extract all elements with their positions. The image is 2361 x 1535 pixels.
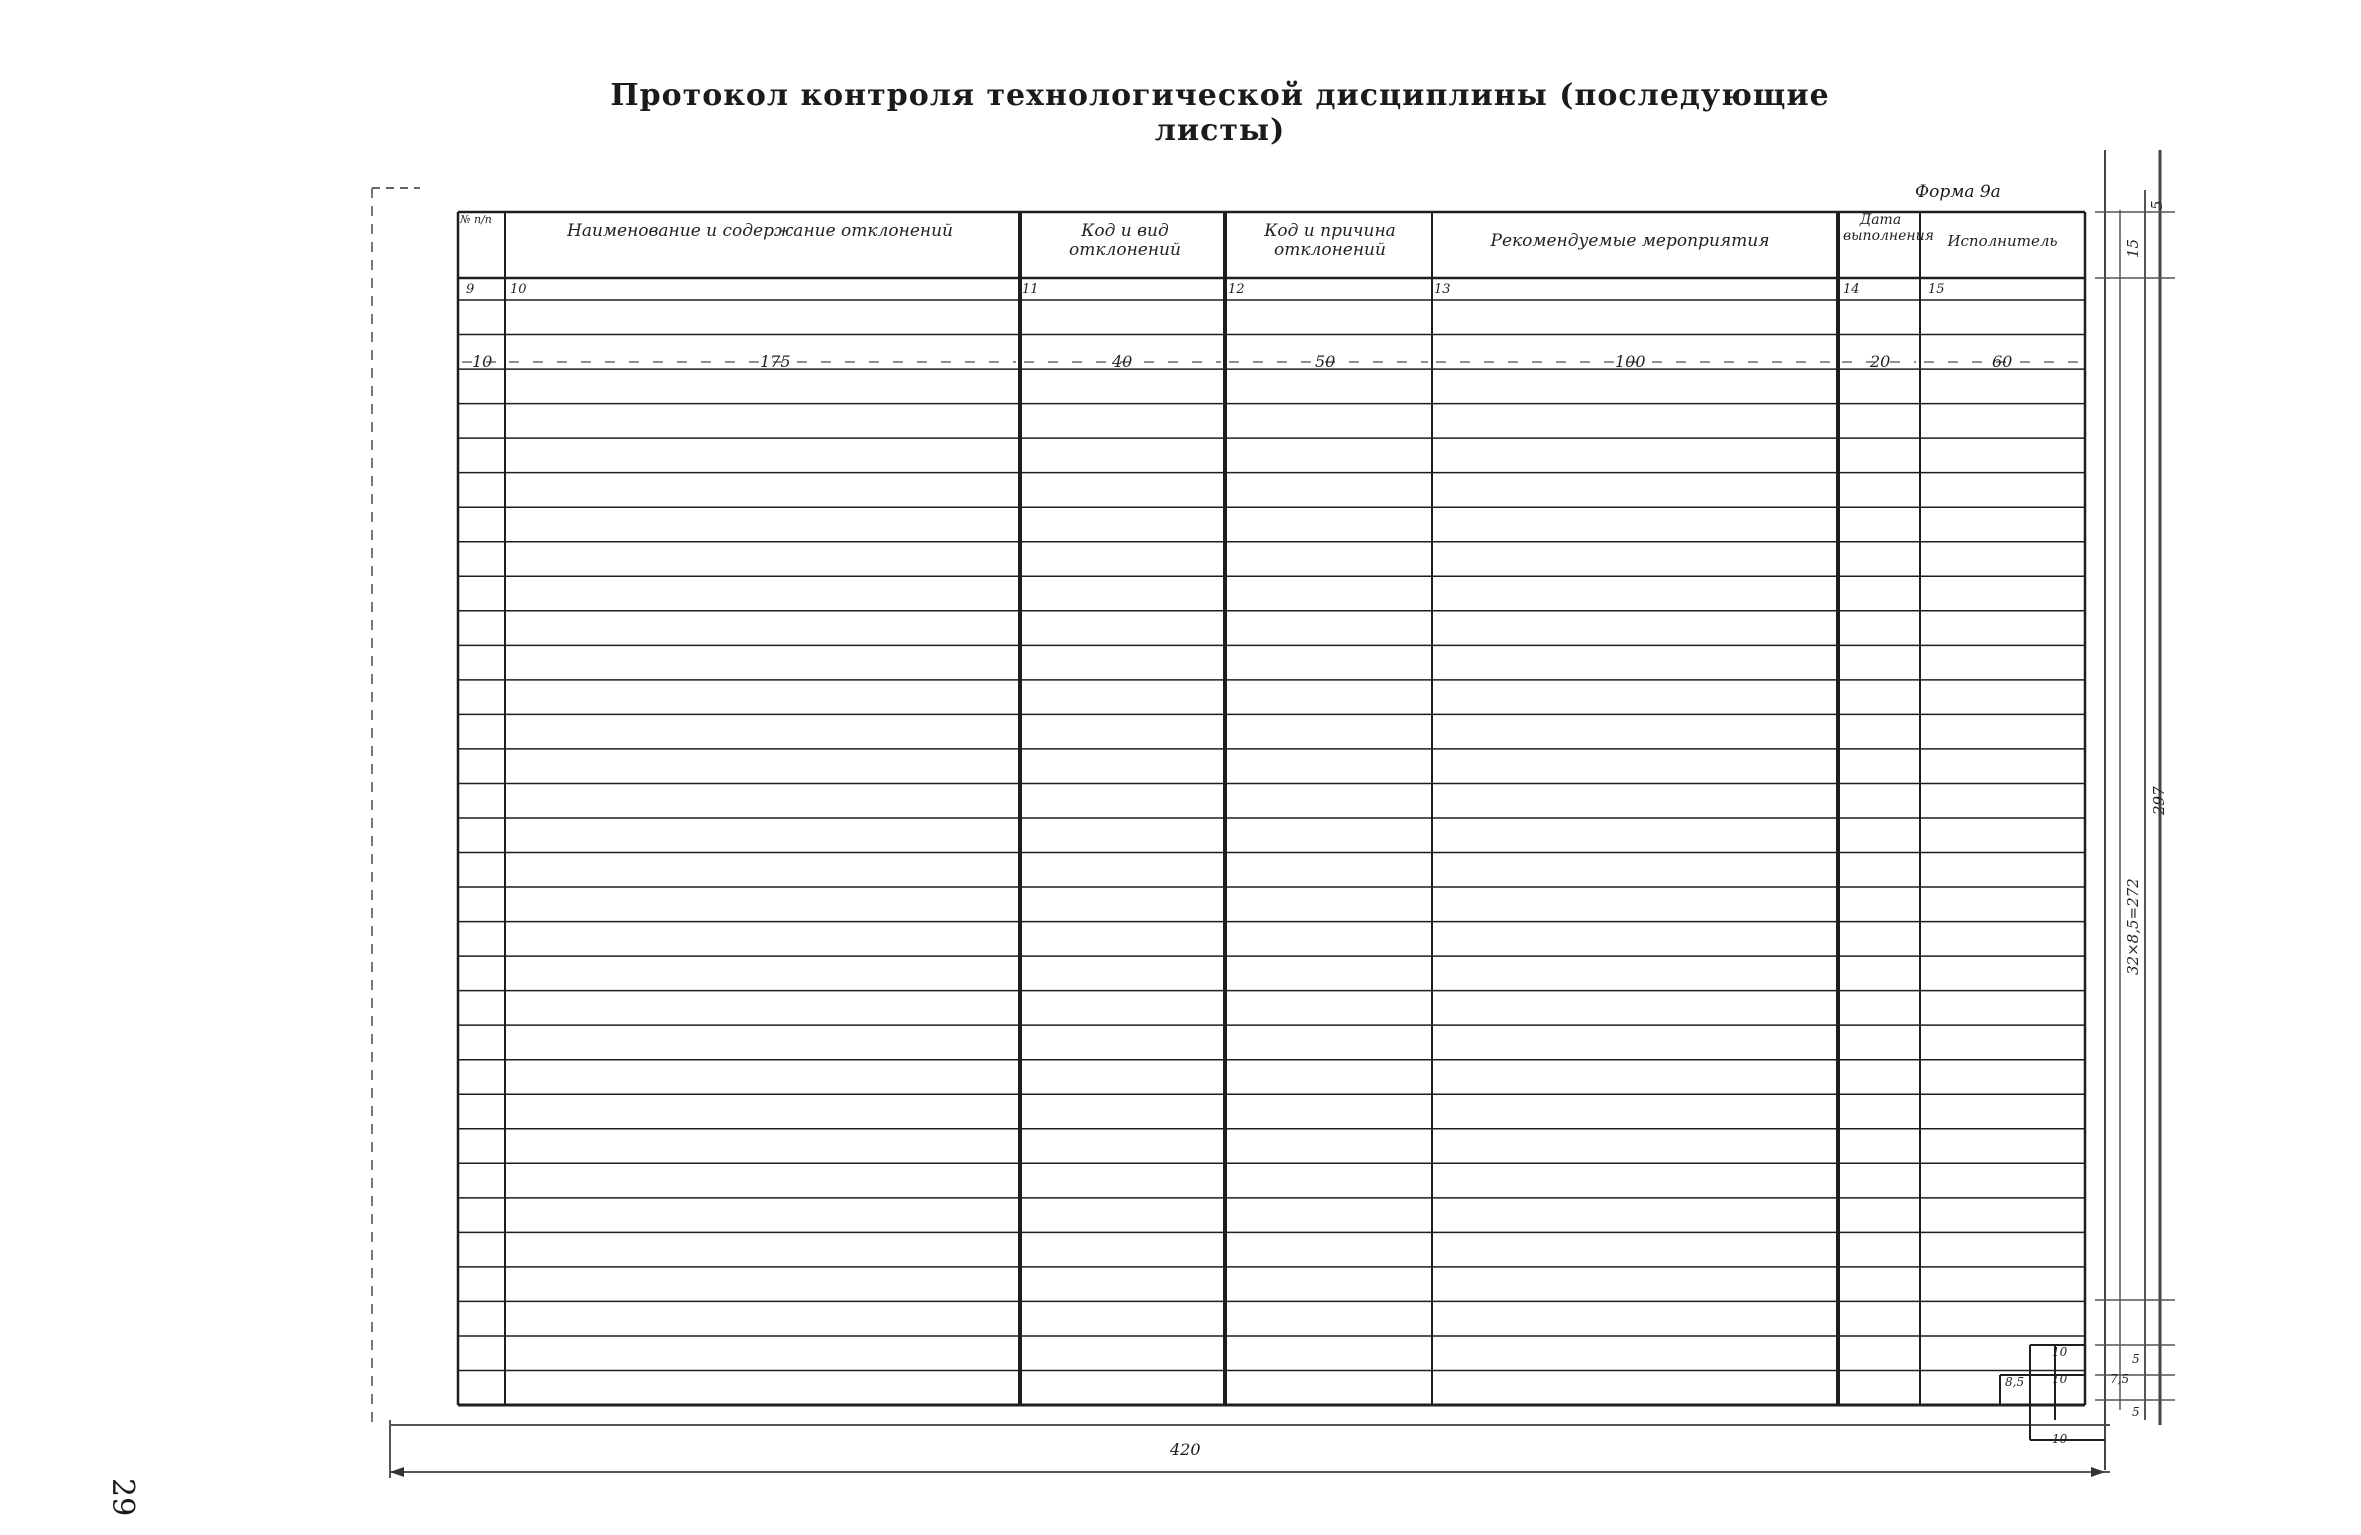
stamp-value-2: 7,5 — [2110, 1372, 2130, 1386]
width-col11: 40 — [1112, 352, 1133, 371]
dim-total-width: 420 — [1170, 1440, 1201, 1459]
width-col10: 175 — [760, 352, 791, 371]
header-col12: Код и причина отклонений — [1264, 221, 1396, 260]
col-number-9: 9 — [466, 282, 475, 297]
dim-header-height: 15 — [2124, 238, 2142, 258]
stamp-value-7: 10 — [2052, 1432, 2068, 1446]
width-col9: 10 — [472, 352, 493, 371]
dim-total-height: 297 — [2150, 786, 2168, 815]
stamp-value-1: 5 — [2132, 1352, 2140, 1366]
col-number-11: 11 — [1022, 282, 1039, 297]
header-col9: № п/п — [460, 213, 492, 226]
dim-rows-formula: 32×8,5=272 — [2124, 878, 2142, 975]
header-col14: Дата выполнения — [1843, 212, 1934, 244]
form-label: Форма 9а — [1915, 182, 2001, 202]
stamp-value-6: 10 — [2052, 1372, 2068, 1386]
col-number-12: 12 — [1228, 282, 1245, 297]
header-col15: Исполнитель — [1947, 232, 2058, 250]
table-grid — [458, 212, 2105, 1440]
col-number-10: 10 — [510, 282, 527, 297]
col-number-15: 15 — [1928, 282, 1945, 297]
document-title: Протокол контроля технологической дисциплины (последующие листы) — [610, 78, 1830, 148]
width-col13: 100 — [1615, 352, 1646, 371]
header-col13: Рекомендуемые мероприятия — [1490, 231, 1770, 251]
page-number: 29 — [105, 1478, 140, 1517]
width-col14: 20 — [1870, 352, 1891, 371]
dim-top-margin: 5 — [2148, 200, 2166, 210]
stamp-value-3: 5 — [2132, 1405, 2140, 1419]
header-col11: Код и вид отклонений — [1069, 221, 1181, 260]
col-number-14: 14 — [1843, 282, 1860, 297]
header-col10: Наименование и содержание отклонений — [567, 221, 953, 241]
col-number-13: 13 — [1434, 282, 1451, 297]
width-col15: 60 — [1992, 352, 2013, 371]
stamp-value-5: 8,5 — [2005, 1375, 2025, 1389]
stamp-value-4: 10 — [2052, 1345, 2068, 1359]
width-col12: 50 — [1315, 352, 1336, 371]
